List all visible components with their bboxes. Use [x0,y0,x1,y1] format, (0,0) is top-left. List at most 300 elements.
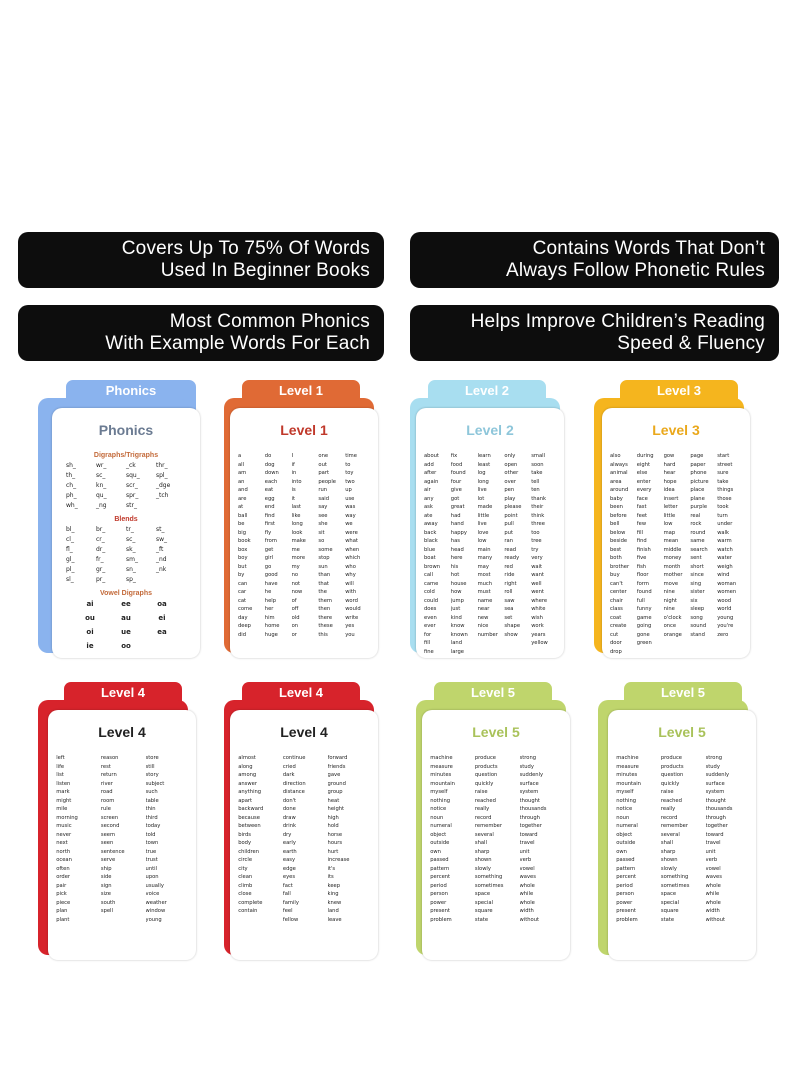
word: chair [610,597,623,604]
word: seen [100,840,114,846]
word-column [146,754,190,924]
word: square [660,908,679,914]
word: found [636,589,652,595]
word: funny [636,606,652,612]
word: big [238,529,247,536]
word: object [430,831,447,838]
word: wait [531,563,543,570]
level-1-card [216,380,376,660]
phonics-item: sp_ [126,576,136,583]
word: well [531,580,542,587]
word: shown [660,857,678,863]
word: heat [327,797,340,804]
word: its [327,874,334,880]
word: store [145,755,159,761]
phonics-item: gl_ [66,556,75,563]
word: upon [145,874,159,880]
word: minutes [430,772,452,778]
word: knew [327,899,342,906]
word: object [616,831,633,838]
word: also [610,453,621,459]
phonics-item: sn_ [126,566,136,573]
word: many [477,555,493,561]
word: feet [636,512,648,519]
word-column [690,452,717,656]
word: is [291,487,296,493]
word: most [477,572,491,578]
word: ran [504,538,513,544]
word: hurt [327,848,339,855]
word: each [264,478,278,485]
word-column [717,452,744,656]
word: roll [504,589,513,595]
word: sea [504,606,514,612]
phonics-item: spl_ [156,472,168,479]
word: right [504,580,517,587]
word: ten [531,487,540,493]
word: orange [663,631,682,638]
word: ever [424,623,436,629]
word: blue [424,546,436,553]
word: where [531,597,548,604]
word-column [265,452,292,639]
word: minutes [616,772,638,778]
word: beside [610,538,628,544]
word: special [474,899,493,906]
word: sign [100,882,112,889]
word: paper [690,461,706,468]
word: small [531,453,546,459]
word: strong [705,755,723,761]
word: such [145,789,158,795]
word: nothing [430,797,451,804]
word: clean [238,874,253,880]
word: might [56,797,72,804]
word: width [519,908,534,914]
word: point [504,512,518,519]
word: why [345,572,356,578]
word: usually [145,882,164,889]
word: help [264,597,277,604]
word: early [282,840,296,846]
word: sit [318,529,325,536]
word: of [291,597,297,604]
word-column [430,754,474,924]
word: notice [430,806,447,812]
word: way [345,512,356,519]
word: sing [690,580,702,587]
banner-non-phonetic [410,232,779,288]
word: very [531,555,543,561]
card-title: Level 4 [280,724,328,740]
word: close [238,891,252,897]
word: through [705,814,726,821]
word: these [318,623,333,629]
word: road [100,789,113,795]
word: still [145,763,155,770]
word: page [690,453,704,459]
word: woman [717,580,737,587]
word: end [264,504,275,510]
phonics-item: qu_ [96,492,107,499]
word: numeral [430,823,452,829]
word: them [318,597,332,604]
word: saw [504,597,515,604]
word: apart [238,797,253,804]
word: eight [636,461,651,468]
word: return [100,772,117,778]
word: soon [531,461,544,468]
word: remember [474,823,503,829]
card-front [230,710,378,960]
word: lot [477,495,485,502]
word: water [717,555,732,561]
word: stop [318,555,330,561]
word: write [345,614,359,621]
card-front [52,408,200,658]
phonics-item: thr_ [156,462,168,469]
word: slowly [474,865,491,872]
card-front [230,408,378,658]
word: mile [56,806,68,812]
phonics-item [156,501,186,510]
word: between [238,823,261,829]
word: time [345,453,357,459]
word: nothing [616,797,637,804]
word: use [345,495,355,502]
word: listen [56,780,71,787]
word: horse [327,831,343,838]
word: it's [327,865,336,872]
word: round [690,529,706,536]
word: bell [610,521,620,527]
word: because [238,814,260,821]
word: best [610,546,622,553]
word: fill [424,640,431,646]
word: and [238,487,248,493]
word: town [145,840,159,846]
phonics-item: cl_ [66,536,74,543]
word: hard [663,461,676,468]
word: much [477,580,493,587]
word: large [450,648,464,655]
word: boat [424,555,436,561]
word: fact [282,882,293,889]
phonics-item: _dge [156,482,171,489]
word: height [327,806,345,812]
word: run [318,487,328,493]
word: known [450,631,468,638]
word: without [705,916,726,923]
phonics-item: ee [121,600,131,608]
word: mountain [430,780,455,787]
word: ship [100,865,112,872]
word: area [610,478,622,485]
word: screen [100,814,119,821]
word: really [660,806,676,812]
word: sentence [100,848,125,855]
word: whole [705,882,721,889]
word: to [345,461,351,468]
word: jump [450,597,464,604]
word: several [474,831,494,838]
word: unit [705,848,716,855]
word: draw [282,814,296,821]
phonics-item: tr_ [126,526,134,533]
word: fly [264,529,272,536]
word: egg [264,495,275,502]
word: during [636,453,654,459]
banner-line: Contains Words That Don’t [532,238,765,259]
word: create [610,623,627,629]
word: mark [56,789,70,795]
word: number [477,631,498,638]
word: myself [430,789,448,795]
word: but [238,563,247,570]
word: system [519,789,539,795]
word: out [318,461,327,468]
word: cold [424,589,435,595]
word: pull [504,521,514,527]
word: tree [531,538,542,544]
word: enter [636,478,651,485]
word: brown [424,563,441,570]
level-5-card-b [598,682,758,962]
word: vowel [705,865,721,872]
word: answer [238,780,257,787]
word: a [238,453,242,459]
word: there [318,614,333,621]
word: be [238,521,245,527]
word: any [424,495,434,502]
word: trust [145,857,158,863]
word: night [663,597,677,604]
phonics-item: oi [86,628,94,636]
word: shape [504,623,521,629]
card-tab: Level 5 [434,682,552,712]
phonics-item: wr_ [96,462,107,469]
word: he [264,589,272,595]
word: letter [663,504,678,510]
phonics-item: oa [157,600,167,608]
word: was [345,504,356,510]
word: found [450,470,466,476]
word: outside [616,840,636,846]
word: about [424,453,439,459]
word: life [56,763,65,770]
word: rule [100,806,111,812]
word: will [345,580,354,587]
card-front [48,710,196,960]
word: cried [282,763,296,770]
word: backward [238,806,264,812]
word: at [238,504,244,510]
word-column [345,452,372,639]
word: nine [663,606,675,612]
word: deep [238,623,251,629]
word: class [610,606,623,612]
word: under [717,521,733,527]
word: ball [238,512,248,519]
word: percent [616,874,637,880]
word: contain [238,908,258,914]
word: record [660,814,678,821]
phonics-item: _nk [156,566,167,573]
word: more [291,555,306,561]
word: passed [616,857,635,863]
word: thought [519,797,540,804]
word: river [100,780,113,787]
word: animal [610,470,628,476]
word-column [520,754,564,924]
word: subject [145,780,165,787]
word: can't [610,580,623,587]
word: you're [717,623,734,629]
word: after [424,470,437,476]
word: going [636,623,652,629]
digraph-grid [52,461,200,510]
word: slowly [660,865,677,872]
banner-line: Helps Improve Children’s Reading [470,311,765,332]
word: ride [504,572,515,578]
word: space [660,891,677,897]
word: last [291,504,301,510]
word: anything [238,789,262,795]
word: left [56,755,65,761]
word: learn [477,453,491,459]
word: boy [238,555,248,561]
word: log [477,470,486,476]
phonics-item: _nd [156,556,167,563]
phonics-item: sc_ [96,472,106,479]
word: record [474,814,492,821]
word: nice [477,623,489,629]
word: picture [690,478,709,485]
word: things [717,487,734,493]
word-column [664,452,691,656]
phonics-item: kn_ [96,482,107,489]
word: next [56,840,68,846]
level-2-card [402,380,562,660]
banner-line: Speed & Fluency [617,333,765,354]
word: middle [663,546,682,553]
word: travel [705,840,721,846]
card-tab: Level 5 [624,682,742,712]
word: did [238,631,247,638]
phonics-item [156,575,186,584]
word: without [519,916,540,923]
word: has [450,538,460,544]
word: feel [282,908,293,914]
word: high [327,814,339,821]
word: box [238,546,248,553]
word-column [238,754,282,924]
phonics-item: pl_ [66,566,75,573]
word: drop [610,648,622,655]
word: power [430,899,447,906]
word: friends [327,763,346,770]
word-column [283,754,327,924]
word-column [616,754,660,924]
word: dog [264,461,275,468]
section-heading: Blends [114,516,138,523]
word: fish [636,563,647,570]
word: hours [327,840,343,846]
word: reason [100,755,119,761]
banner-coverage [18,232,384,288]
word: study [705,763,720,770]
word: machine [430,755,453,761]
section-heading: Vowel Digraphs [100,590,152,597]
phonics-item: ei [158,614,166,622]
banner-line: Used In Beginner Books [160,260,370,281]
word: vowel [519,865,535,872]
word: voice [145,891,160,897]
word: go [264,563,272,570]
word: size [100,891,111,897]
word: leave [327,916,342,923]
word: song [690,614,703,621]
word: warm [717,538,732,544]
word: same [690,538,705,544]
word: real [690,512,701,519]
word: thousands [705,806,733,812]
level-4-card-a [38,682,198,962]
word: ask [424,504,433,510]
word: open [504,461,518,468]
card-title: Level 2 [466,422,514,438]
word: near [477,606,490,612]
level-5-card-a [408,682,568,962]
word: say [318,504,328,510]
word: waves [519,874,536,880]
word: toy [345,470,354,476]
word-columns [608,744,756,924]
word-columns [230,442,378,639]
word: day [238,614,248,621]
phonics-card [38,380,198,660]
word: pen [504,487,515,493]
word: complete [238,899,263,906]
word: this [318,631,328,638]
word: look [291,529,303,536]
phonics-item: br_ [96,526,106,533]
phonics-item: ie [86,642,94,650]
word: shall [660,840,673,846]
word: reached [660,797,682,804]
word: mean [663,538,679,544]
word: years [531,631,546,638]
word: thousands [519,806,547,812]
phonics-item: sh_ [66,462,76,469]
word: eyes [282,874,296,880]
word: thin [145,806,156,812]
phonics-item [144,641,180,652]
word: serve [100,857,116,863]
word: list [56,772,64,778]
word-columns [416,442,564,656]
word-column [328,754,372,924]
word: kind [450,614,462,621]
word: than [318,572,331,578]
word: made [477,504,493,510]
word: could [424,597,439,604]
phonics-item: ph_ [66,492,77,499]
word: drink [282,823,297,829]
word-column [318,452,345,639]
word: person [430,891,449,897]
word: always [610,461,628,468]
